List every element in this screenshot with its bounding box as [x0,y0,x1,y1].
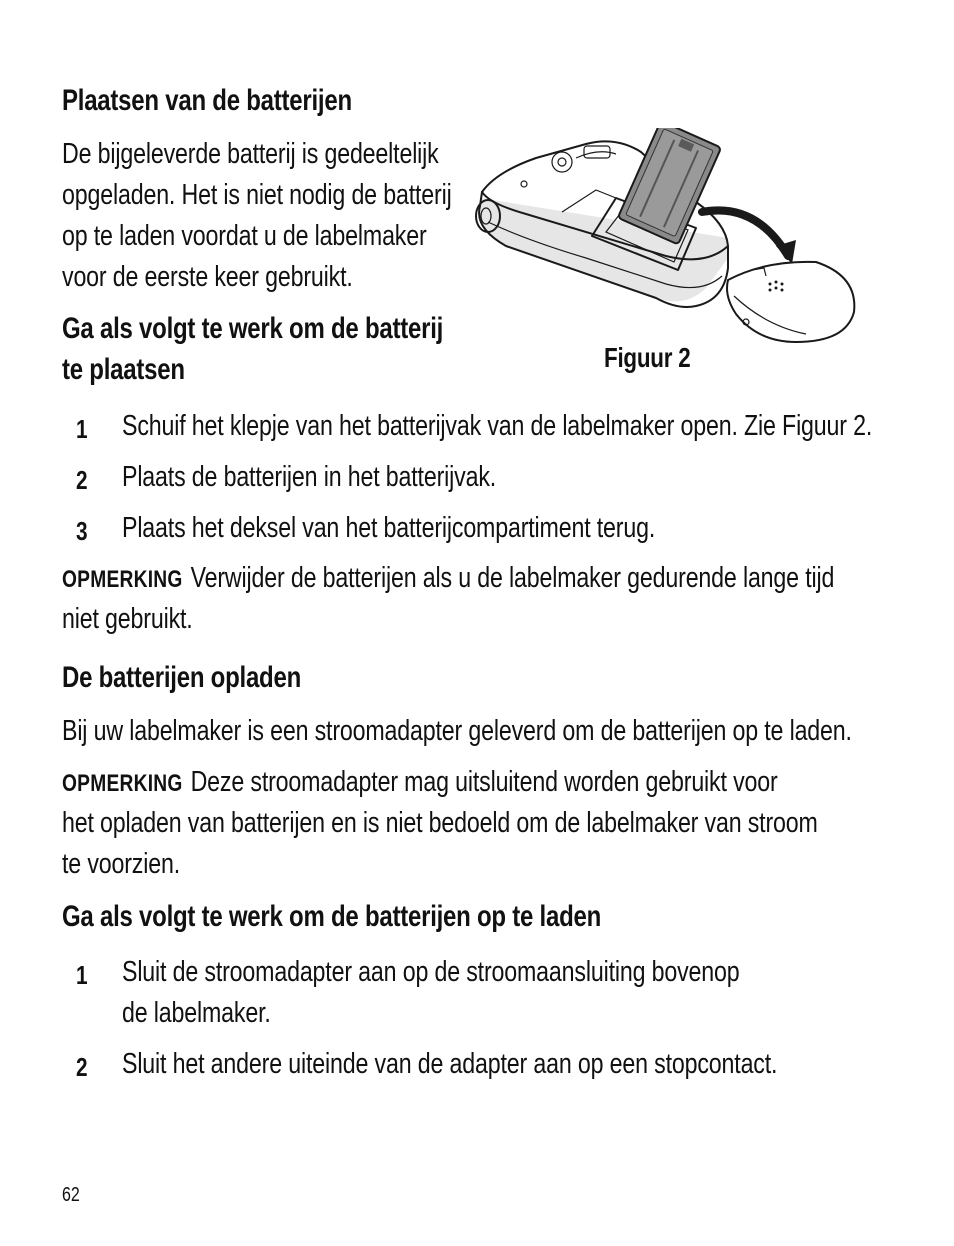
subheading-charging: Ga als volgt te werk om de batterijen op te laden [62,900,602,933]
step-number: 2 [76,1052,88,1082]
step-text: Plaats het deksel van het batterijcompartiment terug. [122,512,656,544]
note-text-line-2: niet gebruikt. [62,603,193,635]
step-number: 3 [76,516,88,546]
note-text-line-3: te voorzien. [62,848,181,880]
step-number: 1 [76,414,88,444]
intro-line-2: opgeladen. Het is niet nodig de batterij [62,179,452,211]
subheading-insert-line-2: te plaatsen [62,353,185,386]
step-number: 2 [76,465,88,495]
figure-caption: Figuur 2 [604,342,691,373]
labelmaker-battery-illustration [466,128,866,348]
page-number: 62 [62,1184,80,1206]
note-adapter [62,762,778,804]
step-text: Plaats de batterijen in het batterijvak. [122,461,497,493]
section-heading-charging: De batterijen opladen [62,661,302,694]
intro-line-3: op te laden voordat u de labelmaker [62,220,427,252]
step-text: Schuif het klepje van het batterijvak van de labelmaker open. Zie Figuur 2. [122,410,873,442]
step-text-line-2: de labelmaker. [122,997,271,1029]
intro-line-1: De bijgeleverde batterij is gedeeltelijk [62,138,439,170]
note-text: Verwijder de batterijen als u de labelmaker gedurende lange tijd [190,562,835,594]
step-text: Sluit het andere uiteinde van de adapter aan op een stopcontact. [122,1048,778,1080]
section-heading-battery-insert: Plaatsen van de batterijen [62,84,352,117]
note-label: OPMERKING [62,566,183,593]
note-text: Deze stroomadapter mag uitsluitend worden gebruikt voor [190,766,778,798]
note-label: OPMERKING [62,770,183,797]
intro-line-4: voor de eerste keer gebruikt. [62,261,353,293]
note-battery-removal [62,558,834,600]
step-number: 1 [76,960,88,990]
note-text-line-2: het opladen van batterijen en is niet bedoeld om de labelmaker van stroom [62,807,818,839]
subheading-insert-line-1: Ga als volgt te werk om de batterij [62,312,444,345]
charging-intro: Bij uw labelmaker is een stroomadapter geleverd om de batterijen op te laden. [62,715,852,747]
step-text: Sluit de stroomadapter aan op de stroomaansluiting bovenop [122,956,740,988]
